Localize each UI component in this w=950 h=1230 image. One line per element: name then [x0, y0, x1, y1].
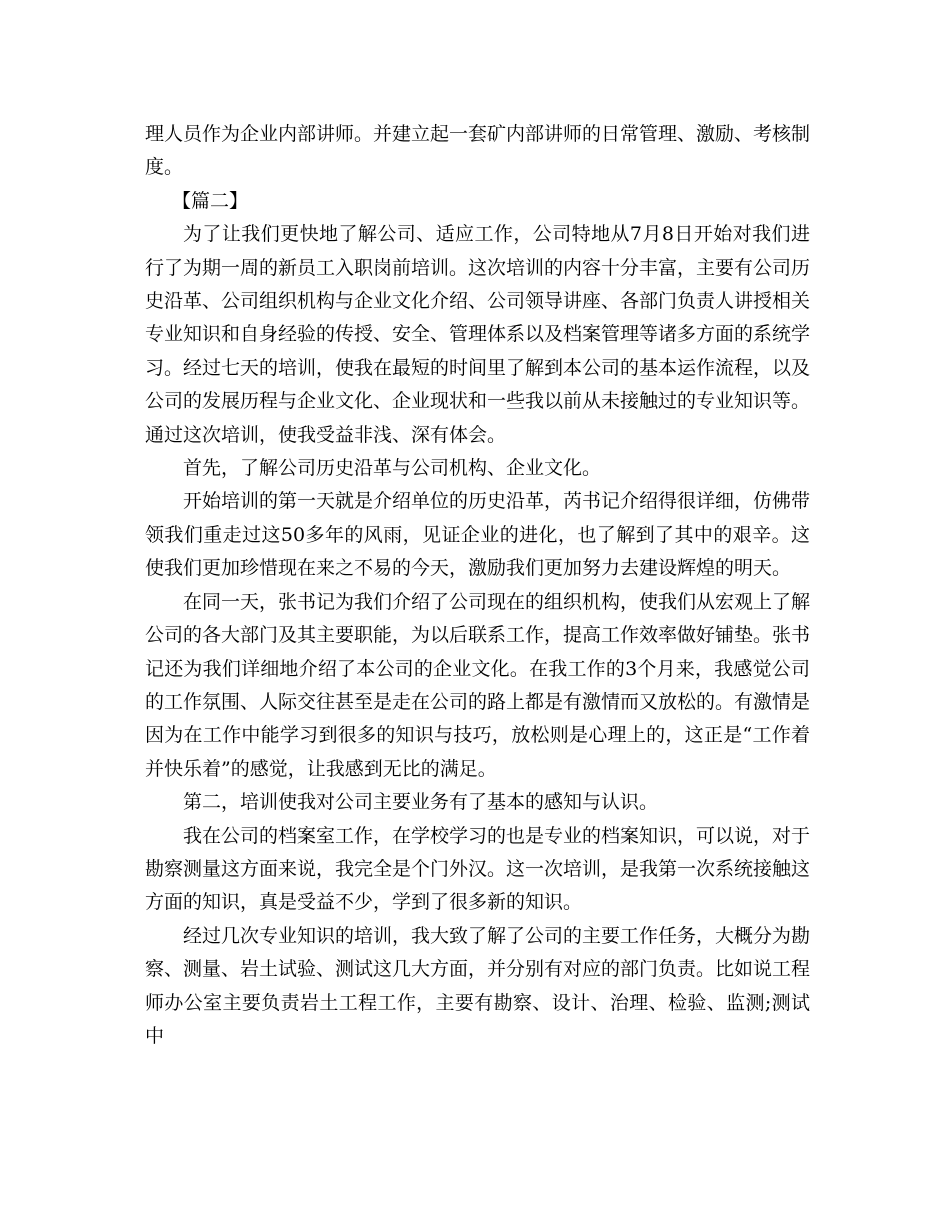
- paragraph-second-point: 第二，培训使我对公司主要业务有了基本的感知与认识。: [183, 791, 659, 814]
- paragraph-first-point: 首先，了解公司历史沿革与公司机构、企业文化。: [183, 457, 602, 480]
- paragraph-continuation: 理人员作为企业内部讲师。并建立起一套矿内部讲师的日常管理、激励、考核制度。: [145, 123, 811, 179]
- paragraph-business: 经过几次专业知识的培训，我大致了解了公司的主要工作任务，大概分为勘察、测量、岩土试验、测试这几大方面，并分别有对应的部门负责。比如说工程师办公室主要负责岩土工程工作，主要有勘察、设计、治理、检验、监测;测试中: [145, 924, 811, 1047]
- paragraph-intro: 为了让我们更快地了解公司、适应工作，公司特地从7月8日开始对我们进行了为期一周的新员工入职岗前培训。这次培训的内容十分丰富，主要有公司历史沿革、公司组织机构与企业文化介绍、公司领导讲座、各部门负责人讲授相关专业知识和自身经验的传授、安全、管理体系以及档案管理等诸多方面的系统学习。经过七天的培训，使我在最短的时间里了解到本公司的基本运作流程，以及公司的发展历程与企业文化、企业现状和一些我以前从未接触过的专业知识等。通过这次培训，使我受益非浅、深有体会。: [145, 223, 811, 446]
- section-heading: 【篇二】: [172, 189, 249, 212]
- paragraph-organization: 在同一天，张书记为我们介绍了公司现在的组织机构，使我们从宏观上了解公司的各大部门及其主要职能，为以后联系工作，提高工作效率做好铺垫。张书记还为我们详细地介绍了本公司的企业文化。在我工作的3个月来，我感觉公司的工作氛围、人际交往甚至是走在公司的路上都是有激情而又放松的。有激情是因为在工作中能学习到很多的知识与技巧，放松则是心理上的，这正是“工作着并快乐着”的感觉，让我感到无比的满足。: [145, 590, 811, 780]
- document-body: [145, 118, 810, 1053]
- paragraph-archive: 我在公司的档案室工作，在学校学习的也是专业的档案知识，可以说，对于勘察测量这方面来说，我完全是个门外汉。这一次培训，是我第一次系统接触这方面的知识，真是受益不少，学到了很多新的知识。: [145, 824, 811, 914]
- paragraph-history: 开始培训的第一天就是介绍单位的历史沿革，芮书记介绍得很详细，仿佛带领我们重走过这50多年的风雨，见证企业的进化，也了解到了其中的艰辛。这使我们更加珍惜现在来之不易的今天，激励我们更加努力去建设辉煌的明天。: [145, 490, 811, 580]
